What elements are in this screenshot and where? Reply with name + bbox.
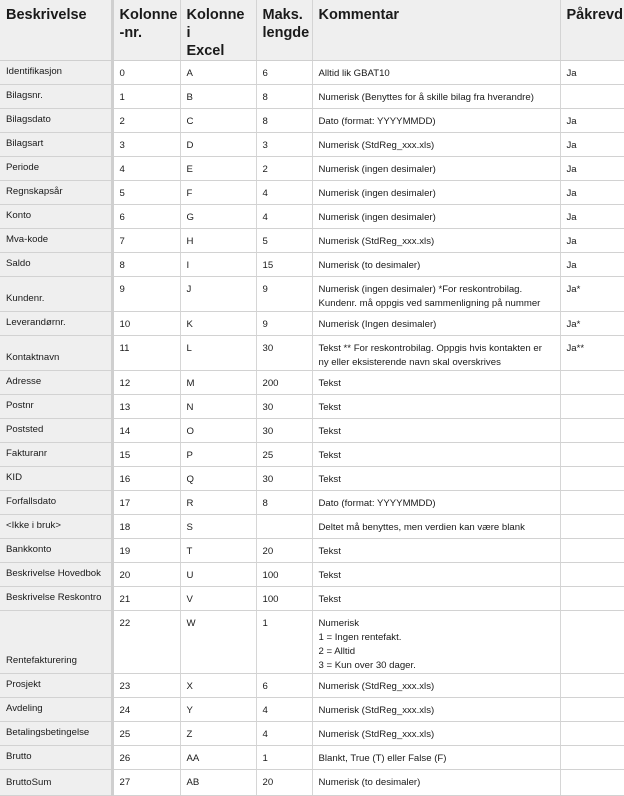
cell-kommentar: Numerisk (Ingen desimaler) [312,312,560,336]
cell-kommentar: Tekst [312,563,560,587]
comment-line: Kundenr. må oppgis ved sammenligning på nummer [318,298,541,309]
cell-kolonne-nr: 5 [112,181,180,205]
cell-kolonne-nr: 15 [112,443,180,467]
cell-beskrivelse: Brutto [0,746,112,770]
cell-kommentar: Numerisk (StdReg_xxx.xls) [312,674,560,698]
table-row [0,722,624,746]
table-row [0,205,624,229]
cell-maks-lengde: 1 [256,611,312,674]
cell-kolonne-nr: 22 [112,611,180,674]
header-kolonne-excel [180,0,256,61]
cell-pakrevd [560,563,624,587]
table-row [0,371,624,395]
cell-kolonne-nr: 17 [112,491,180,515]
cell-kommentar: Numerisk (to desimaler) [312,253,560,277]
cell-kolonne-nr: 25 [112,722,180,746]
comment-line: Numerisk [318,618,360,629]
cell-kolonne-nr: 6 [112,205,180,229]
cell-pakrevd: Ja [560,181,624,205]
cell-pakrevd: Ja** [560,336,624,371]
cell-beskrivelse: Rentefakturering [0,611,112,674]
header-kolonne-nr-line2: -nr. [119,25,143,41]
cell-kommentar: Tekst [312,395,560,419]
cell-kolonne-excel: Y [180,698,256,722]
cell-pakrevd [560,515,624,539]
cell-kolonne-excel: H [180,229,256,253]
header-kommentar [312,0,560,61]
cell-pakrevd: Ja [560,205,624,229]
header-row [0,0,624,61]
cell-kolonne-nr: 2 [112,109,180,133]
cell-kolonne-excel: U [180,563,256,587]
cell-pakrevd [560,770,624,796]
table-row [0,61,624,85]
table-row [0,109,624,133]
cell-pakrevd: Ja [560,157,624,181]
cell-pakrevd: Ja* [560,277,624,312]
cell-kolonne-nr: 9 [112,277,180,312]
table-row [0,674,624,698]
table-row [0,253,624,277]
table-row [0,157,624,181]
header-kolonne-excel-line1: Kolonne i [186,7,245,41]
header-maks-lengde [256,0,312,61]
table-row [0,395,624,419]
cell-kolonne-excel: X [180,674,256,698]
comment-line: 1 = Ingen rentefakt. [318,632,402,643]
cell-kolonne-excel: Q [180,467,256,491]
cell-maks-lengde: 30 [256,336,312,371]
cell-maks-lengde: 30 [256,395,312,419]
cell-maks-lengde: 15 [256,253,312,277]
table-row [0,85,624,109]
cell-kolonne-nr: 13 [112,395,180,419]
cell-maks-lengde: 4 [256,698,312,722]
cell-kolonne-excel: L [180,336,256,371]
cell-beskrivelse: Periode [0,157,112,181]
cell-kolonne-excel: V [180,587,256,611]
header-kolonne-excel-line2: Excel [186,43,225,59]
cell-maks-lengde [256,515,312,539]
cell-kolonne-excel: AB [180,770,256,796]
cell-beskrivelse: BruttoSum [0,770,112,796]
cell-kolonne-nr: 1 [112,85,180,109]
cell-maks-lengde: 200 [256,371,312,395]
cell-pakrevd: Ja* [560,312,624,336]
cell-kolonne-excel: M [180,371,256,395]
cell-kolonne-nr: 18 [112,515,180,539]
cell-beskrivelse: Beskrivelse Reskontro [0,587,112,611]
cell-maks-lengde: 20 [256,539,312,563]
cell-kommentar [312,277,560,312]
cell-maks-lengde: 2 [256,157,312,181]
cell-pakrevd: Ja [560,133,624,157]
cell-pakrevd [560,746,624,770]
cell-beskrivelse: Bankkonto [0,539,112,563]
cell-maks-lengde: 100 [256,563,312,587]
table-body [0,61,624,796]
cell-kommentar: Numerisk (ingen desimaler) [312,205,560,229]
cell-pakrevd [560,371,624,395]
cell-kommentar: Blankt, True (T) eller False (F) [312,746,560,770]
cell-maks-lengde: 30 [256,467,312,491]
cell-pakrevd: Ja [560,109,624,133]
cell-maks-lengde: 4 [256,181,312,205]
cell-maks-lengde: 4 [256,205,312,229]
cell-maks-lengde: 30 [256,419,312,443]
cell-beskrivelse: Bilagsart [0,133,112,157]
cell-kolonne-nr: 19 [112,539,180,563]
cell-beskrivelse: Bilagsnr. [0,85,112,109]
table-row [0,336,624,371]
cell-kolonne-nr: 27 [112,770,180,796]
cell-kolonne-nr: 3 [112,133,180,157]
cell-kolonne-nr: 14 [112,419,180,443]
cell-kolonne-excel: P [180,443,256,467]
cell-pakrevd: Ja [560,229,624,253]
cell-maks-lengde: 8 [256,109,312,133]
cell-maks-lengde: 4 [256,722,312,746]
cell-beskrivelse: Beskrivelse Hovedbok [0,563,112,587]
cell-kolonne-excel: K [180,312,256,336]
table-row [0,312,624,336]
cell-pakrevd [560,587,624,611]
cell-kolonne-excel: O [180,419,256,443]
table-row [0,277,624,312]
cell-kolonne-excel: W [180,611,256,674]
cell-beskrivelse: Betalingsbetingelse [0,722,112,746]
cell-kolonne-excel: AA [180,746,256,770]
cell-kolonne-excel: Z [180,722,256,746]
cell-kommentar: Numerisk (StdReg_xxx.xls) [312,698,560,722]
header-kolonne-nr-line1: Kolonne [119,7,178,23]
cell-beskrivelse: Mva-kode [0,229,112,253]
cell-pakrevd [560,85,624,109]
cell-kolonne-excel: A [180,61,256,85]
table-row [0,770,624,796]
cell-pakrevd: Ja [560,253,624,277]
cell-maks-lengde: 3 [256,133,312,157]
cell-kommentar: Tekst [312,419,560,443]
header-kolonne-nr [112,0,180,61]
cell-pakrevd [560,419,624,443]
cell-beskrivelse: Konto [0,205,112,229]
cell-kolonne-excel: J [180,277,256,312]
cell-kommentar: Alltid lik GBAT10 [312,61,560,85]
cell-pakrevd [560,491,624,515]
cell-beskrivelse: Regnskapsår [0,181,112,205]
cell-kolonne-nr: 21 [112,587,180,611]
cell-pakrevd [560,443,624,467]
cell-beskrivelse: Kontaktnavn [0,336,112,371]
table-row [0,698,624,722]
cell-pakrevd [560,698,624,722]
table-row [0,229,624,253]
cell-kommentar: Dato (format: YYYYMMDD) [312,491,560,515]
cell-kommentar: Numerisk (StdReg_xxx.xls) [312,722,560,746]
comment-line: Numerisk (ingen desimaler) *For reskontrobilag. [318,284,523,295]
table-row [0,443,624,467]
cell-beskrivelse: Bilagsdato [0,109,112,133]
cell-maks-lengde: 6 [256,674,312,698]
cell-kolonne-excel: R [180,491,256,515]
comment-line: ny eller eksisterende navn skal overskrives [318,357,501,368]
comment-line: 2 = Alltid [318,646,356,657]
cell-maks-lengde: 8 [256,491,312,515]
cell-kolonne-excel: I [180,253,256,277]
table-row [0,539,624,563]
cell-maks-lengde: 100 [256,587,312,611]
cell-kolonne-nr: 8 [112,253,180,277]
cell-kolonne-nr: 7 [112,229,180,253]
header-beskrivelse [0,0,112,61]
cell-beskrivelse: Saldo [0,253,112,277]
table-row [0,563,624,587]
cell-kolonne-nr: 10 [112,312,180,336]
cell-pakrevd [560,539,624,563]
cell-kolonne-excel: T [180,539,256,563]
header-beskrivelse-text: Beskrivelse [6,7,87,23]
cell-kolonne-nr: 26 [112,746,180,770]
cell-kommentar [312,336,560,371]
cell-beskrivelse: Avdeling [0,698,112,722]
table-row [0,181,624,205]
cell-pakrevd [560,467,624,491]
cell-maks-lengde: 8 [256,85,312,109]
cell-maks-lengde: 6 [256,61,312,85]
cell-kolonne-nr: 0 [112,61,180,85]
cell-beskrivelse: Identifikasjon [0,61,112,85]
cell-beskrivelse: Poststed [0,419,112,443]
cell-beskrivelse: Fakturanr [0,443,112,467]
cell-kommentar: Numerisk (Benyttes for å skille bilag fra hverandre) [312,85,560,109]
cell-beskrivelse: KID [0,467,112,491]
cell-pakrevd [560,674,624,698]
cell-kolonne-nr: 23 [112,674,180,698]
cell-kolonne-excel: N [180,395,256,419]
table-row [0,467,624,491]
cell-kolonne-excel: G [180,205,256,229]
cell-kolonne-excel: B [180,85,256,109]
cell-kommentar: Tekst [312,539,560,563]
cell-kolonne-nr: 24 [112,698,180,722]
cell-beskrivelse: Kundenr. [0,277,112,312]
table-row [0,611,624,674]
cell-beskrivelse: Forfallsdato [0,491,112,515]
cell-kommentar: Numerisk (StdReg_xxx.xls) [312,133,560,157]
cell-beskrivelse: <Ikke i bruk> [0,515,112,539]
cell-kolonne-excel: D [180,133,256,157]
cell-beskrivelse: Prosjekt [0,674,112,698]
cell-maks-lengde: 1 [256,746,312,770]
header-kommentar-text: Kommentar [318,7,400,23]
cell-kolonne-nr: 20 [112,563,180,587]
cell-kommentar: Tekst [312,587,560,611]
table-row [0,587,624,611]
cell-kolonne-excel: E [180,157,256,181]
table-row [0,515,624,539]
cell-kommentar: Deltet må benyttes, men verdien kan være blank [312,515,560,539]
header-pakrevd [560,0,624,61]
cell-pakrevd: Ja [560,61,624,85]
cell-kommentar [312,611,560,674]
header-maks-lengde-line2: lengde [262,25,310,41]
table-row [0,491,624,515]
cell-kommentar: Tekst [312,443,560,467]
cell-kommentar: Tekst [312,371,560,395]
cell-beskrivelse: Adresse [0,371,112,395]
cell-maks-lengde: 25 [256,443,312,467]
cell-beskrivelse: Leverandørnr. [0,312,112,336]
cell-kommentar: Numerisk (to desimaler) [312,770,560,796]
cell-kolonne-excel: C [180,109,256,133]
header-pakrevd-text: Påkrevd [566,7,623,23]
header-maks-lengde-line1: Maks. [262,7,303,23]
cell-maks-lengde: 9 [256,312,312,336]
comment-line: 3 = Kun over 30 dager. [318,660,416,671]
cell-kommentar: Numerisk (ingen desimaler) [312,181,560,205]
cell-beskrivelse: Postnr [0,395,112,419]
cell-kolonne-excel: F [180,181,256,205]
table-row [0,419,624,443]
cell-maks-lengde: 5 [256,229,312,253]
cell-kolonne-excel: S [180,515,256,539]
cell-kolonne-nr: 16 [112,467,180,491]
cell-maks-lengde: 9 [256,277,312,312]
cell-kommentar: Numerisk (ingen desimaler) [312,157,560,181]
cell-pakrevd [560,722,624,746]
cell-kolonne-nr: 11 [112,336,180,371]
comment-line: Tekst ** For reskontrobilag. Oppgis hvis kontakten er [318,343,542,354]
cell-kommentar: Tekst [312,467,560,491]
cell-kommentar: Dato (format: YYYYMMDD) [312,109,560,133]
cell-pakrevd [560,611,624,674]
cell-kolonne-nr: 12 [112,371,180,395]
cell-kommentar: Numerisk (StdReg_xxx.xls) [312,229,560,253]
cell-kolonne-nr: 4 [112,157,180,181]
table-row [0,746,624,770]
cell-maks-lengde: 20 [256,770,312,796]
cell-pakrevd [560,395,624,419]
table-row [0,133,624,157]
